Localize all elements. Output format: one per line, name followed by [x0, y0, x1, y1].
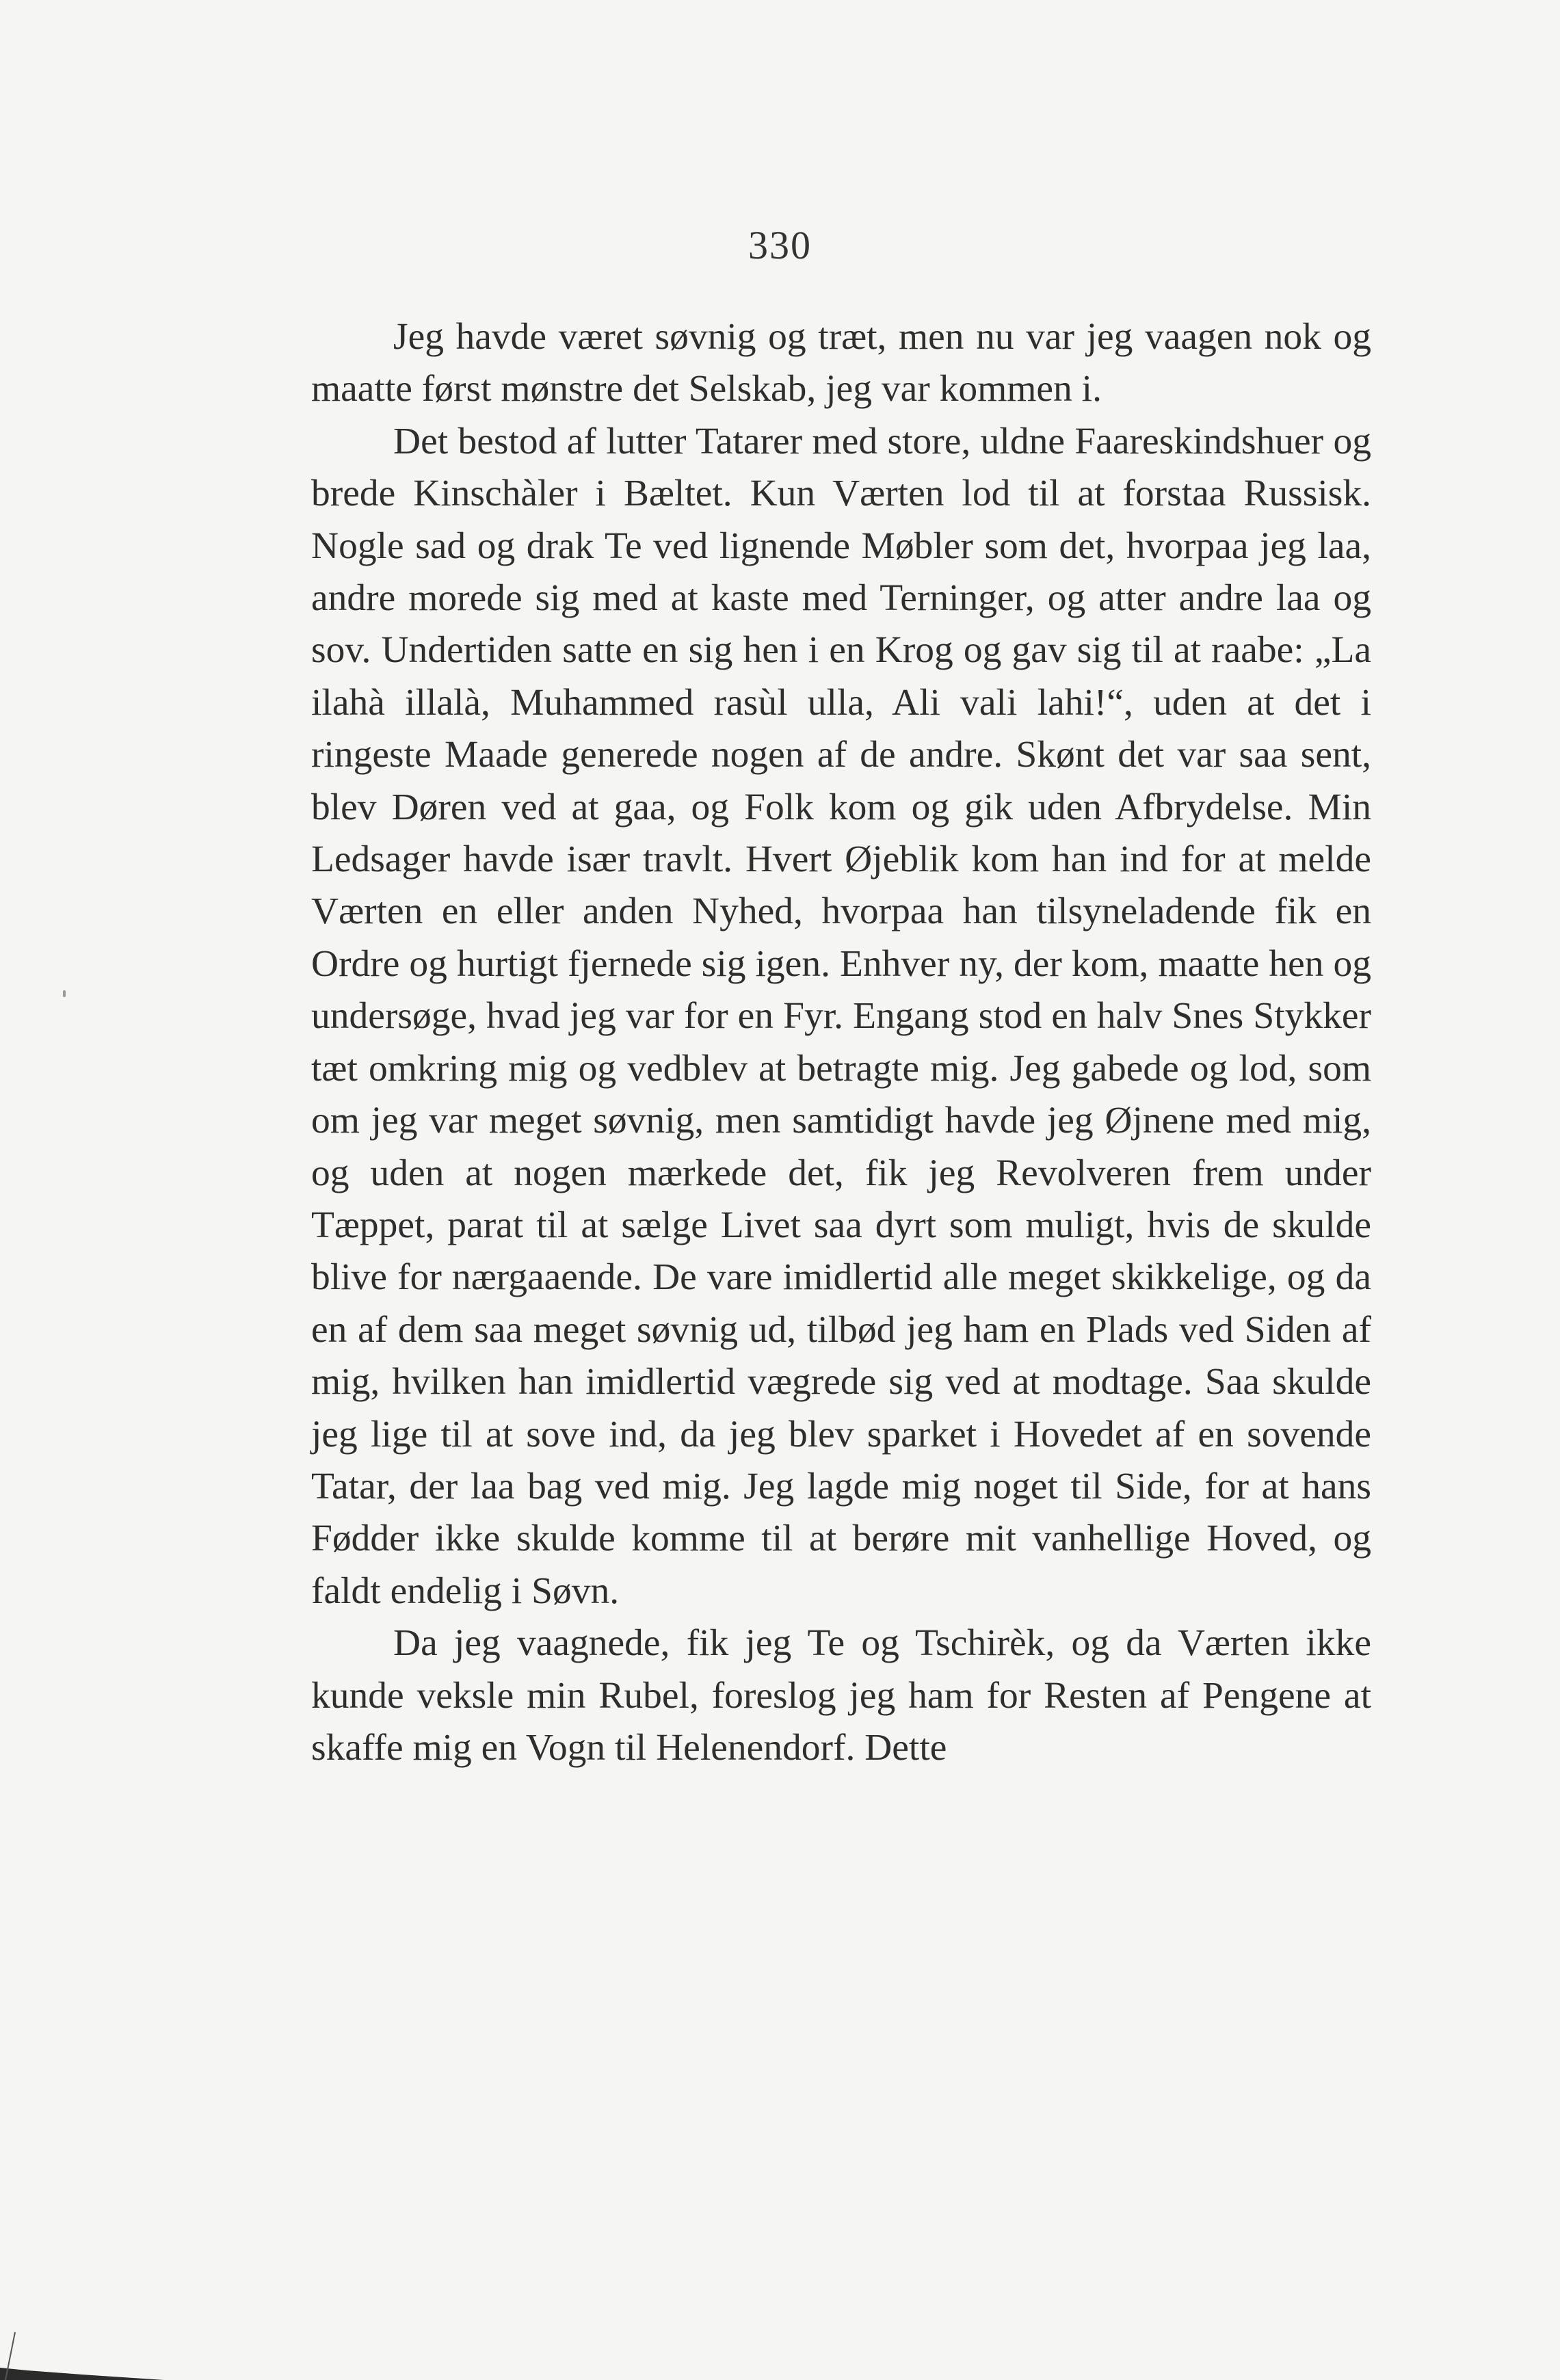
paragraph-3: Da jeg vaagnede, fik jeg Te og Tschirèk, og da Værten ikke kunde veksle min Rubel, foreslog jeg ham for Resten af Pengene at skaffe mig en Vogn til Helenendorf. Dette — [311, 1622, 1371, 1769]
paragraph-1: Jeg havde været søvnig og træt, men nu var jeg vaagen nok og maatte først mønstre det Selskab, jeg var kommen i. — [311, 316, 1371, 410]
page-number: 330 — [748, 223, 812, 267]
body-text — [311, 311, 1371, 1774]
paragraph-2: Det bestod af lutter Tatarer med store, uldne Faareskindshuer og brede Kinschàler i Bæltet. Kun Værten lod til at forstaa Russisk. Nogle sad og drak Te ved lignende Møbler som det, hvorpaa jeg laa, andre morede sig med at kaste med Terninger, og atter andre laa og sov. Undertiden satte en sig hen i en Krog og gav sig til at raabe: „La ilahà illalà, Muhammed rasùl ulla, Ali vali lahi!“, uden at det i ringeste Maade generede nogen af de andre. Skønt det var saa sent, blev Døren ved at gaa, og Folk kom og gik uden Afbrydelse. Min Ledsager havde især travlt. Hvert Øjeblik kom han ind for at melde Værten en eller anden Nyhed, hvorpaa han tilsyneladende fik en Ordre og hurtigt fjernede sig igen. Enhver ny, der kom, maatte hen og undersøge, hvad jeg var for en Fyr. Engang stod en halv Snes Stykker tæt omkring mig og vedblev at betragte mig. Jeg gabede og lod, som om jeg var meget søvnig, men samtidigt havde jeg Øjnene med mig, og uden at nogen mærkede det, fik jeg Revolveren frem under Tæppet, parat til at sælge Livet saa dyrt som muligt, hvis de skulde blive for nærgaaende. De vare imidlertid alle meget skikkelige, og da en af dem saa meget søvnig ud, tilbød jeg ham en Plads ved Siden af mig, hvilken han imidlertid vægrede sig ved at modtage. Saa skulde jeg lige til at sove ind, da jeg blev sparket i Hovedet af en sovende Tatar, der laa bag ved mig. Jeg lagde mig noget til Side, for at hans Fødder ikke skulde komme til at berøre mit vanhellige Hoved, og faldt endelig i Søvn. — [311, 420, 1371, 1612]
scan-speck — [63, 990, 66, 997]
scan-edge-mark — [0, 2325, 164, 2380]
